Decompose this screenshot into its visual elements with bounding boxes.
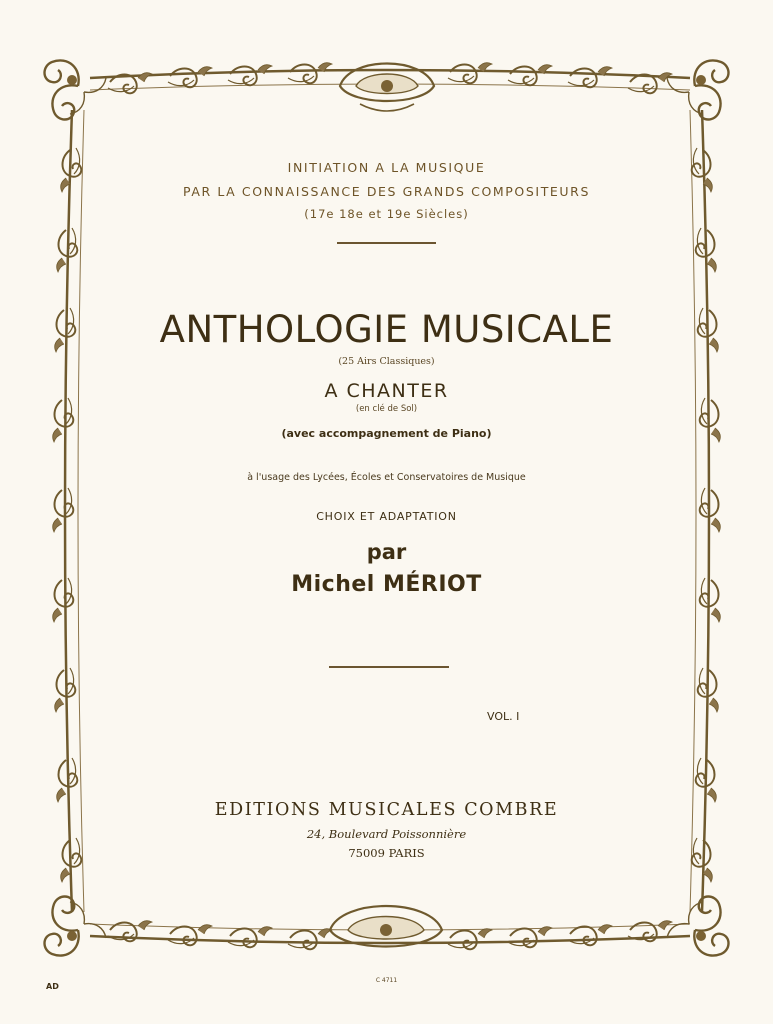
subtitle: (25 Airs Classiques) — [338, 356, 435, 367]
header-divider — [337, 242, 436, 244]
catalog-code: C 4711 — [375, 977, 398, 984]
publisher-name: EDITIONS MUSICALES COMBRE — [214, 800, 559, 820]
usage-note: à l'usage des Lycées, Écoles et Conservatoires de Musique — [247, 472, 526, 483]
author-divider — [329, 666, 449, 668]
page-title: ANTHOLOGIE MUSICALE — [159, 308, 614, 351]
author-name: Michel MÉRIOT — [291, 572, 482, 597]
header-line-1: INITIATION A LA MUSIQUE — [287, 160, 486, 175]
cle-note: (en clé de Sol) — [355, 404, 418, 414]
par-label: par — [366, 540, 407, 564]
piano-note: (avec accompagnement de Piano) — [281, 427, 492, 440]
footer-mark: AD — [46, 982, 59, 991]
header-line-3: (17e 18e et 19e Siècles) — [304, 207, 469, 221]
header-line-2: PAR LA CONNAISSANCE DES GRANDS COMPOSITEURS — [182, 184, 590, 199]
publisher-city: 75009 PARIS — [348, 846, 425, 860]
a-chanter-heading: A CHANTER — [324, 380, 449, 402]
publisher-street: 24, Boulevard Poissonnière — [306, 827, 467, 841]
volume-label: VOL. I — [487, 710, 520, 723]
choix-label: CHOIX ET ADAPTATION — [316, 510, 457, 523]
